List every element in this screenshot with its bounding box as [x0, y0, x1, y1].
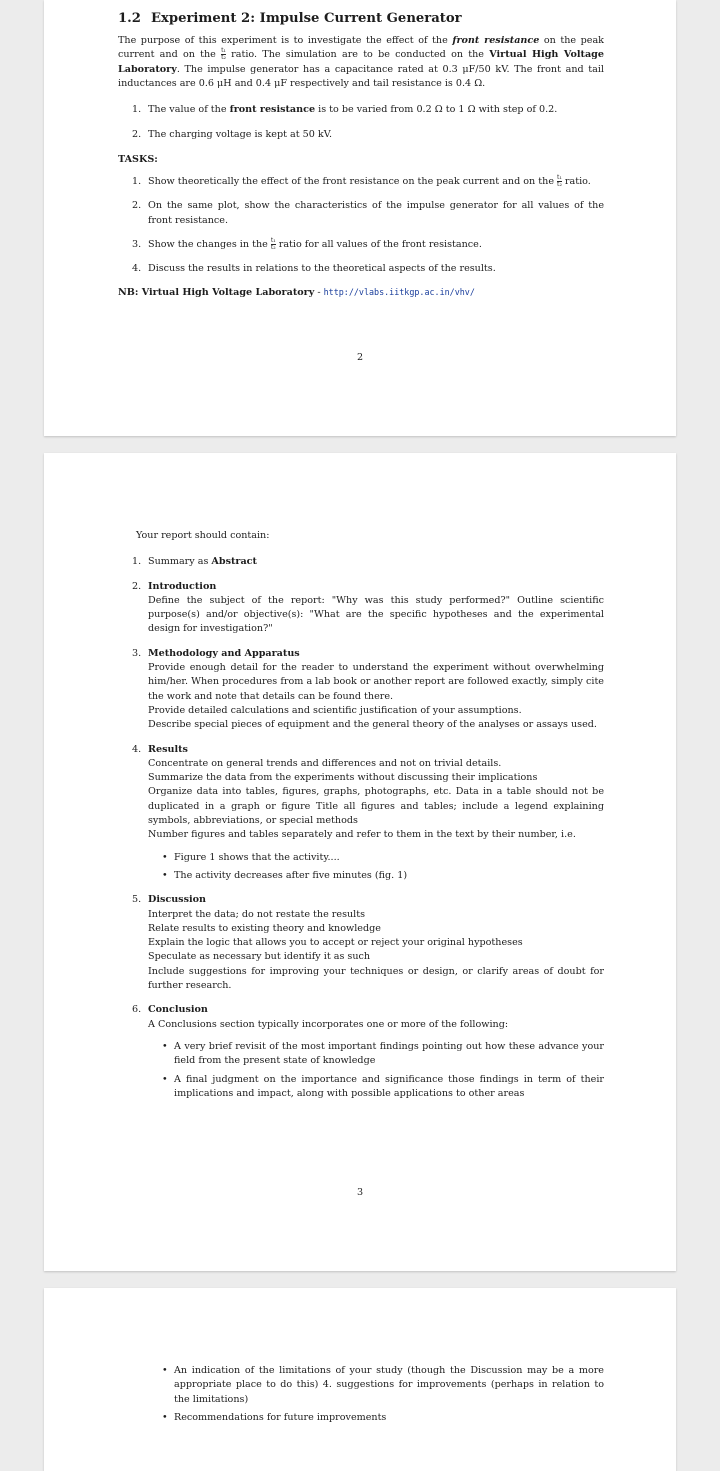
- bullet-text: A final judgment on the importance and significance those findings in term of their implications and impact, along with possible applications to other areas: [174, 1073, 604, 1099]
- bullet-icon: •: [162, 1411, 168, 1423]
- conclusion-bullets: [148, 1040, 604, 1101]
- list-item: [118, 175, 604, 189]
- bullet-item: [148, 1073, 604, 1102]
- bullet-item: [148, 1040, 604, 1069]
- item-number: 1.: [132, 556, 142, 568]
- bullet-item: [148, 851, 604, 865]
- report-item-introduction: [132, 580, 604, 637]
- intro-lab-name: Virtual High Voltage Laboratory: [118, 49, 604, 75]
- bullet-text: The activity decreases after five minutes (fig. 1): [174, 869, 408, 881]
- bullet-icon: •: [162, 1040, 168, 1052]
- item-text: Show the changes in the: [148, 238, 271, 250]
- item-text: Interpret the data; do not restate the results: [148, 908, 366, 920]
- item-number: 1.: [132, 176, 142, 188]
- item-number: 3.: [132, 647, 142, 659]
- intro-text: on the peak current and on the: [118, 35, 604, 61]
- fraction-numerator: t₁: [221, 47, 226, 55]
- document-page-1: [44, 0, 676, 436]
- item-heading: Methodology and Apparatus: [148, 647, 300, 659]
- item-heading: Conclusion: [148, 1004, 208, 1016]
- item-heading: Discussion: [148, 894, 207, 906]
- item-number: 2.: [132, 129, 142, 141]
- page-number: 2: [356, 352, 364, 363]
- list-item: [118, 238, 604, 252]
- nb-label: NB: Virtual High Voltage Laboratory: [118, 286, 315, 298]
- bullet-icon: •: [162, 1365, 168, 1376]
- bullet-icon: •: [162, 851, 168, 863]
- item-text: On the same plot, show the characteristics of the impulse generator for all values of the front resistance.: [148, 200, 604, 226]
- item-text: Number figures and tables separately and refer to them in the text by their number, i.e.: [148, 829, 576, 841]
- section-number: 1.2: [118, 11, 141, 26]
- item-text: Provide detailed calculations and scientific justification of your assumptions.: [148, 704, 522, 716]
- item-number: 3.: [132, 238, 142, 250]
- item-text: A Conclusions section typically incorporates one or more of the following:: [148, 1018, 509, 1030]
- document-page-3: [44, 1288, 676, 1471]
- item-text: Provide enough detail for the reader to understand the experiment without overwhelming him/her. When procedures from a lab book or another report are followed exactly, simply cite the work and note that details can be found there.: [148, 662, 604, 702]
- item-number: 4.: [132, 743, 142, 755]
- intro-paragraph: [118, 34, 604, 91]
- item-text: ratio for all values of the front resistance.: [275, 238, 482, 250]
- bullet-icon: •: [162, 1073, 168, 1085]
- bullet-item: [148, 1364, 604, 1407]
- nb-link[interactable]: http://vlabs.iitkgp.ac.in/vhv/: [323, 286, 475, 297]
- item-text: The value of the: [148, 104, 230, 116]
- item-text: The charging voltage is kept at 50 kV.: [148, 129, 333, 141]
- page-1-body: [118, 10, 604, 300]
- item-number: 5.: [132, 894, 142, 906]
- item-emphasis: front resistance: [229, 104, 316, 116]
- tasks-heading: TASKS:: [118, 153, 158, 165]
- fraction-denominator: t₂: [270, 243, 276, 251]
- intro-text: The purpose of this experiment is to investigate the effect of the: [118, 35, 453, 46]
- item-text: Organize data into tables, figures, graphs, photographs, etc. Data in a table should not be duplicated in a graph or figure Title all figures and tables; include a legend explaining symbols, abbreviations, or special methods: [148, 786, 604, 827]
- nb-note: [118, 285, 604, 300]
- fraction-denominator: t₂: [557, 181, 562, 189]
- list-item: [118, 199, 604, 228]
- item-text: ratio.: [561, 176, 591, 188]
- item-text: Summary as: [148, 556, 212, 568]
- bullet-text: Recommendations for future improvements: [174, 1411, 387, 1423]
- item-text: Concentrate on general trends and differences and not on trivial details.: [148, 757, 502, 769]
- section-title: Experiment 2: Impulse Current Generator: [150, 11, 462, 26]
- item-heading: Introduction: [148, 580, 217, 592]
- report-lead: Your report should contain:: [136, 530, 270, 541]
- report-item-conclusion: [132, 1003, 604, 1101]
- item-text: is to be varied from 0.2 Ω to 1 Ω with step of 0.2.: [315, 104, 558, 116]
- item-number: 2.: [132, 580, 142, 592]
- item-text: Discuss the results in relations to the theoretical aspects of the results.: [148, 263, 496, 275]
- fraction-numerator: t₁: [557, 174, 562, 182]
- item-text: Define the subject of the report: "Why was this study performed?" Outline scientific purpose(s) and/or objective(s): "What are the specific hypotheses and the experimental design for investigation?": [148, 594, 604, 635]
- item-text: Relate results to existing theory and knowledge: [148, 922, 381, 934]
- nb-separator: -: [314, 286, 324, 298]
- bullet-text: An indication of the limitations of your study (though the Discussion may be a more appropriate place to do this) 4. suggestions for improvements (perhaps in relation to the limitations): [174, 1365, 604, 1405]
- parameter-list: [118, 103, 604, 143]
- page-2-body: [132, 529, 604, 1111]
- item-text: Include suggestions for improving your techniques or design, or clarify areas of doubt for further research.: [148, 965, 604, 992]
- page-number: 3: [356, 1187, 364, 1198]
- item-text: Explain the logic that allows you to accept or reject your original hypotheses: [148, 937, 523, 949]
- fraction-numerator: t₁: [270, 236, 276, 244]
- item-number: 4.: [132, 263, 142, 275]
- intro-text: ratio. The simulation are to be conducted on the: [225, 49, 490, 61]
- item-text: Speculate as necessary but identify it as such: [148, 951, 371, 963]
- item-number: 6.: [132, 1004, 142, 1016]
- report-item-methodology: [132, 647, 604, 733]
- tasks-list: [118, 175, 604, 276]
- bullet-item: [148, 1411, 604, 1425]
- bullet-item: [148, 869, 604, 883]
- report-item-results: [132, 743, 604, 884]
- page-3-bullets: [148, 1364, 604, 1425]
- item-text: Describe special pieces of equipment and the general theory of the analyses or assays used.: [148, 719, 597, 731]
- list-item: [118, 262, 604, 276]
- section-heading: [118, 10, 604, 28]
- item-number: 1.: [132, 104, 142, 116]
- item-text: Summarize the data from the experiments without discussing their implications: [148, 772, 538, 784]
- report-contents-list: [132, 555, 604, 1101]
- item-emphasis: Abstract: [211, 556, 257, 568]
- intro-text: . The impulse generator has a capacitance rated at 0.3 μF/50 kV. The front and tail inductances are 0.6 μH and 0.4 μF respectively and tail resistance is 0.4 Ω.: [118, 63, 604, 89]
- page-3-body: [148, 1364, 604, 1429]
- item-number: 2.: [132, 200, 142, 212]
- list-item: [118, 103, 604, 117]
- results-bullets: [148, 851, 604, 884]
- report-item-abstract: [132, 555, 604, 569]
- document-page-2: [44, 453, 676, 1271]
- bullet-text: Figure 1 shows that the activity....: [174, 851, 340, 863]
- fraction-denominator: t₂: [221, 54, 226, 62]
- intro-emphasis: front resistance: [452, 35, 540, 46]
- list-item: [118, 128, 604, 142]
- bullet-text: A very brief revisit of the most important findings pointing out how these advance your field from the present state of knowledge: [174, 1040, 604, 1067]
- report-item-discussion: [132, 893, 604, 993]
- item-heading: Results: [148, 743, 188, 755]
- bullet-icon: •: [162, 869, 168, 881]
- item-text: Show theoretically the effect of the front resistance on the peak current and on the: [148, 176, 558, 188]
